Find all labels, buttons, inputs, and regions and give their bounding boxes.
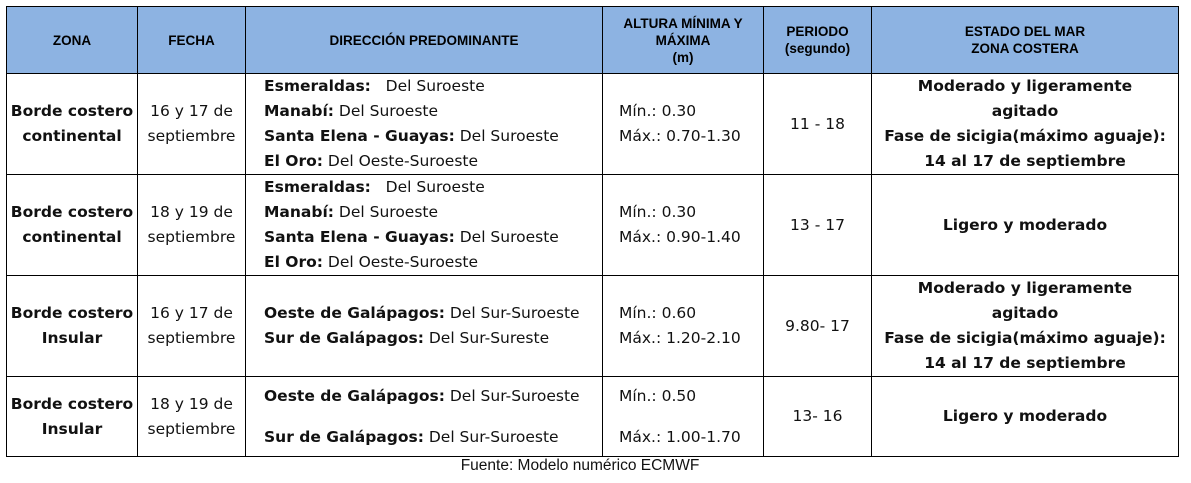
estado-text: agitado [991,102,1059,120]
fecha-cell [138,377,246,457]
direction-value: Del Sur-Suroeste [423,427,559,446]
zona-cell [7,74,138,175]
altura-text: Máx.: 0.90-1.40 [619,228,741,246]
periodo-cell: 13- 16 [764,377,872,457]
altura-text: Máx.: 0.70-1.30 [619,127,741,145]
direction-value: Del Suroeste [454,127,559,145]
region-label: Oeste de Galápagos: [264,386,445,405]
direction-value: Del Suroeste [370,178,485,196]
region-label: El Oro: [264,253,323,271]
fecha-text: 16 y 17 de [150,102,233,120]
altura-text: Mín.: 0.30 [619,203,697,221]
altura-cell [603,74,764,175]
direccion-line [264,301,596,326]
fecha-text: septiembre [147,419,236,438]
estado-cell [872,276,1179,377]
direction-value: Del Suroeste [334,102,439,120]
direction-value: Del Suroeste [370,77,485,95]
region-label: Esmeraldas: [264,77,371,95]
header-text-line: ALTURA MÍNIMA Y [623,15,743,31]
direccion-line [264,326,596,351]
altura-cell [603,276,764,377]
zona-text: Borde costero [10,102,134,120]
forecast-report [6,6,1178,475]
header-periodo [764,7,872,74]
region-label: Oeste de Galápagos: [264,304,445,322]
header-text-line: ZONA COSTERA [971,41,1079,56]
table-header-row [7,7,1179,74]
direction-value: Del Oeste-Suroeste [322,152,479,170]
table-row [7,175,1179,276]
direccion-cell [246,276,603,377]
estado-cell [872,377,1179,457]
altura-text: Máx.: 1.20-2.10 [619,329,741,347]
estado-cell [872,175,1179,276]
direccion-cell [246,175,603,276]
direccion-cell [246,74,603,175]
header-direccion [246,7,603,74]
table-row [7,377,1179,457]
direction-value: Del Suroeste [454,228,559,246]
fecha-text: septiembre [147,329,236,347]
region-label: Santa Elena - Guayas: [264,228,455,246]
zona-text: Insular [41,419,103,438]
direccion-line [264,225,596,250]
estado-text: Ligero y moderado [942,215,1108,234]
estado-text: 14 al 17 de septiembre [924,354,1126,372]
region-label: El Oro: [264,152,323,170]
zona-text: Borde costero [10,203,134,221]
sea-state-table [6,6,1179,457]
estado-text: Moderado y ligeramente [917,279,1133,297]
altura-cell [603,175,764,276]
zona-text: Insular [41,329,103,347]
header-text-line: ZONA [52,32,92,48]
direccion-line [264,425,596,450]
altura-cell [603,377,764,457]
periodo-cell: 13 - 17 [764,175,872,276]
header-estado [872,7,1179,74]
direccion-line [264,250,596,275]
altura-text: Mín.: 0.50 [619,386,697,405]
periodo-cell: 9.80- 17 [764,276,872,377]
direction-value: Del Oeste-Suroeste [322,253,479,271]
estado-text: Ligero y moderado [942,407,1108,425]
fecha-cell [138,175,246,276]
direction-value: Del Sur-Sureste [423,329,550,347]
direction-value: Del Suroeste [334,203,439,221]
direccion-line [264,384,596,409]
direccion-cell [246,377,603,457]
zona-text: continental [22,127,122,145]
fecha-text: septiembre [147,127,236,145]
estado-text: agitado [991,304,1059,322]
fecha-text: 18 y 19 de [150,203,233,221]
header-zona [7,7,138,74]
direction-value: Del Sur-Suroeste [444,386,580,405]
zona-text: Borde costero [10,304,134,322]
zona-cell [7,175,138,276]
direction-value: Del Sur-Suroeste [444,304,580,322]
region-label: Esmeraldas: [264,178,371,196]
estado-text: Fase de sicigia(máximo aguaje): [884,127,1166,145]
direccion-line [264,175,596,200]
header-fecha [138,7,246,74]
header-altura [603,7,764,74]
estado-text: 14 al 17 de septiembre [924,152,1126,170]
region-label: Manabí: [264,102,334,120]
source-note: Fuente: Modelo numérico ECMWF [460,457,700,474]
estado-text: Fase de sicigia(máximo aguaje): [884,329,1166,347]
header-text-line: MÁXIMA [655,32,711,48]
estado-cell [872,74,1179,175]
region-label: Sur de Galápagos: [264,329,424,347]
altura-text: Máx.: 1.00-1.70 [619,427,741,446]
region-label: Santa Elena - Guayas: [264,127,455,145]
header-text-line: ESTADO DEL MAR [964,24,1086,39]
region-label: Manabí: [264,203,334,221]
region-label: Sur de Galápagos: [264,427,424,446]
table-row [7,74,1179,175]
fecha-text: septiembre [147,228,236,246]
header-text-line: PERIODO [786,24,849,39]
direccion-line [264,149,596,174]
direccion-line [264,74,596,99]
zona-text: Borde costero [10,394,134,413]
direccion-line [264,124,596,149]
header-text-line: FECHA [168,32,215,48]
fecha-cell [138,276,246,377]
periodo-cell: 11 - 18 [764,74,872,175]
header-text-line: (segundo) [784,41,851,56]
direccion-line [264,200,596,225]
altura-text: Mín.: 0.60 [619,304,697,322]
zona-cell [7,377,138,457]
table-row [7,276,1179,377]
fecha-cell [138,74,246,175]
estado-text: Moderado y ligeramente [917,77,1133,95]
fecha-text: 16 y 17 de [150,304,233,322]
direccion-line [264,99,596,124]
fecha-text: 18 y 19 de [150,394,233,413]
header-text-line: (m) [672,49,694,65]
zona-cell [7,276,138,377]
zona-text: continental [22,228,122,246]
altura-text: Mín.: 0.30 [619,102,697,120]
header-text-line: DIRECCIÓN PREDOMINANTE [329,32,519,48]
